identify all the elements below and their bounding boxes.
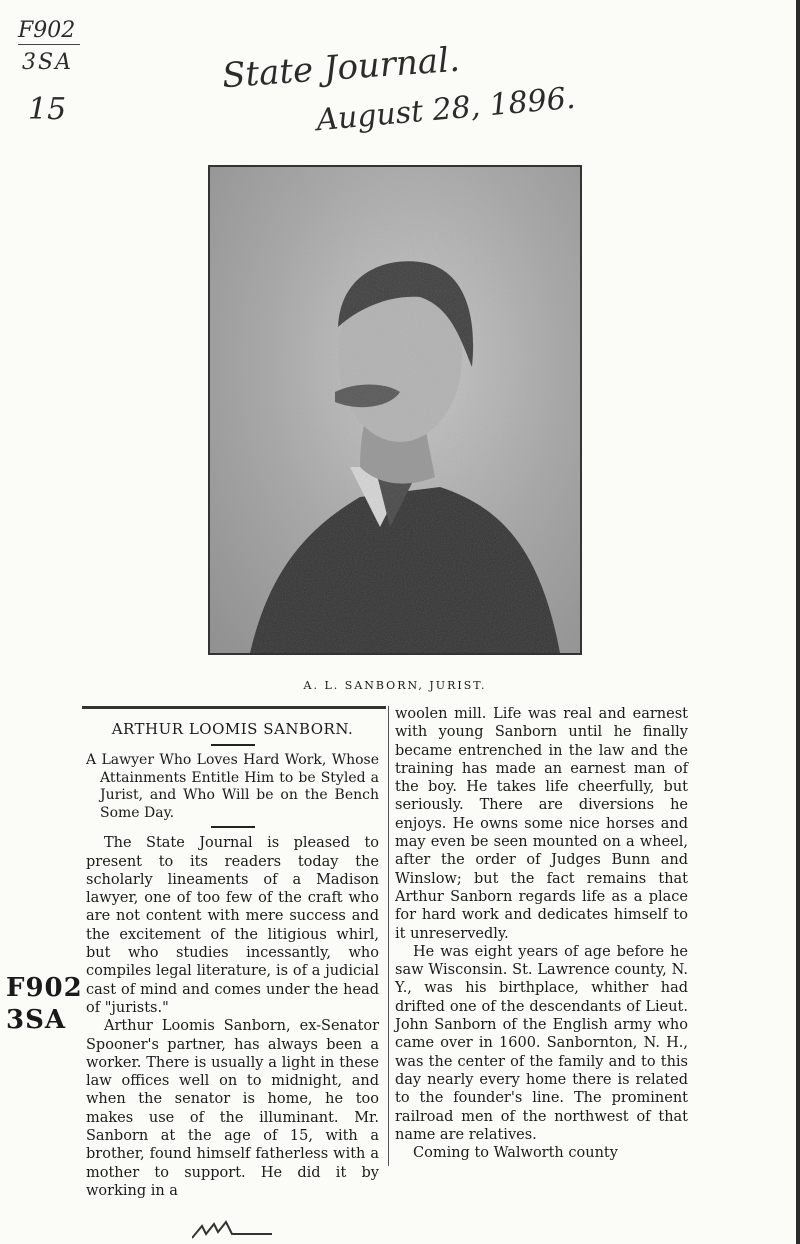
source-date-handwritten: August 28, 1896.	[314, 80, 577, 139]
headline-rule	[211, 744, 255, 746]
article-paragraph: Coming to Walworth county	[413, 1145, 618, 1162]
column-top-rule	[82, 706, 386, 709]
man-portrait-illustration	[210, 167, 580, 653]
margin-catalog-code: 3SA	[6, 1005, 67, 1035]
article-column-right	[395, 705, 688, 1162]
article-deck: A Lawyer Who Loves Hard Work, Whose Attainments Entitle Him to be Styled a Jurist, and Who Will be on the Bench Some Day.	[86, 752, 379, 821]
page-edge	[796, 0, 800, 1244]
article-paragraph: The State Journal is pleased to present to its readers today the scholarly lineaments of a Madison lawyer, one of too few of the craft who are not content with mere success and the excitement of the litigious whirl, but who studies incessantly, who compiles legal literature, is of a judicial cast of mind and comes under the head of "jurists."	[86, 835, 379, 1016]
portrait-photo	[208, 165, 582, 655]
margin-annotation	[6, 972, 83, 1036]
annotation-underline	[18, 44, 80, 45]
article-column-left	[86, 718, 379, 1200]
article-headline: ARTHUR LOOMIS SANBORN.	[111, 720, 354, 738]
article-paragraph-continued: woolen mill. Life was real and earnest with young Sanborn until he finally became entrenched in the law and the training has made an earnest man of the boy. He takes life cheerfully, but seriously. There are diversions he enjoys. He owns some nice horses and may even be seen mounted on a wheel, after the order of Judges Bunn and Winslow; but the fact remains that Arthur Sanborn regards life as a place for hard work and dedicates himself to it unreservedly.	[395, 706, 688, 942]
catalog-code-top: 3SA	[22, 50, 73, 75]
item-number: 15	[28, 92, 67, 127]
deck-rule	[211, 826, 255, 828]
article-paragraph: He was eight years of age before he saw Wisconsin. St. Lawrence county, N. Y., was his birthplace, whither had drifted one of the descendants of Lieut. John Sanborn of the English army who came over in 1600. Sanbornton, N. H., was the center of the family and to this day nearly every home there is related to the founder's line. The prominent railroad men of the northwest of that name are relatives.	[395, 943, 688, 1143]
catalog-number-top: F902	[18, 18, 76, 43]
paper-tear-mark	[192, 1220, 272, 1240]
source-newspaper-handwritten: State Journal.	[220, 39, 462, 97]
margin-catalog-number: F902	[6, 973, 83, 1003]
photo-caption: A. L. SANBORN, JURIST.	[303, 679, 487, 692]
column-divider	[388, 706, 389, 1166]
article-paragraph: Arthur Loomis Sanborn, ex-Senator Spooner's partner, has always been a worker. There is usually a light in these law offices well on to midnight, and when the senator is home, he too makes use of the illuminant. Mr. Sanborn at the age of 15, with a brother, found himself fatherless with a mother to support. He did it by working in a	[86, 1018, 379, 1199]
